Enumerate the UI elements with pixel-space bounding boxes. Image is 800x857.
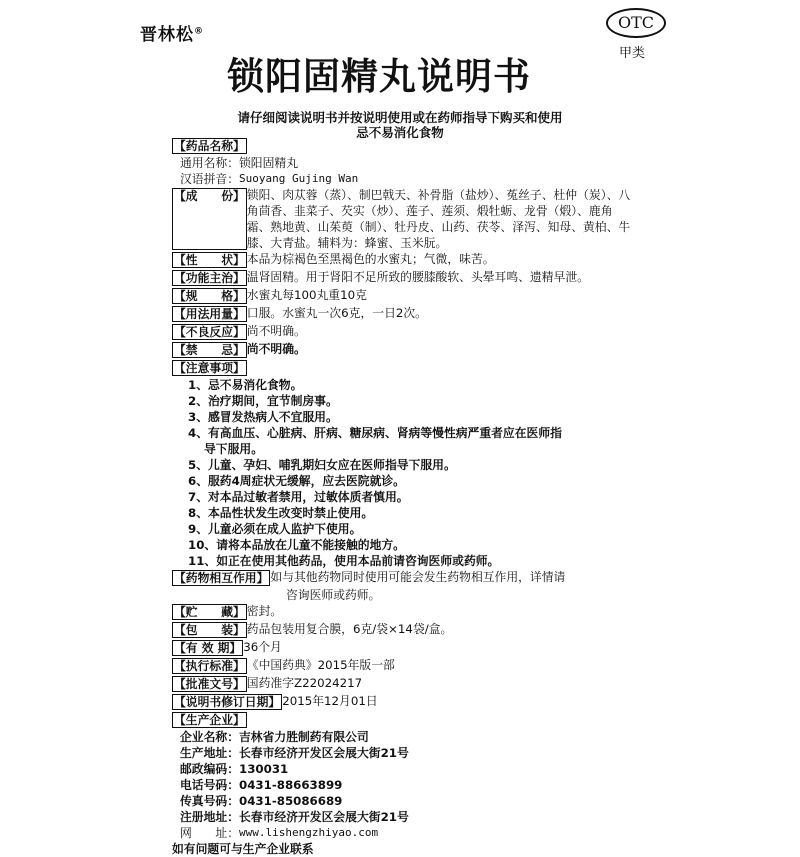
list-item: 6、服药4周症状无缓解，应去医院就诊。 [188,474,405,488]
diet-warning: 忌不易消化食物 [356,125,444,140]
pinyin-row: 汉语拼音： Suoyang Gujing Wan [180,172,359,186]
package-label: 【包 装】 [174,623,245,637]
fax-number: 0431-85086689 [239,794,343,808]
dosage-label: 【用法用量】 [174,307,245,321]
list-item: 4、有高血压、心脏病、肝病、糖尿病、肾病等慢性病严重者应在医师指 [188,426,562,440]
validity-value: 36个月 [243,640,282,654]
precautions-list [172,377,632,569]
sheet-body [172,137,632,857]
adverse-label: 【不良反应】 [174,325,245,339]
otc-badge: OTC [606,8,666,38]
page-title: 锁阳固精丸说明书 [227,55,531,98]
standard-label: 【执行标准】 [174,659,245,673]
precautions-label: 【注意事项】 [174,361,245,375]
registered-address: 长春市经济开发区会展大街21号 [239,810,409,824]
validity-label: 【有 效 期】 [174,641,242,655]
adverse-value: 尚不明确。 [246,324,306,338]
website: www.lishengzhiyao.com [239,826,379,839]
company-name: 吉林省力胜制药有限公司 [239,730,369,744]
contraindications-label: 【禁 忌】 [174,343,245,357]
interactions-value: 如与其他药物同时使用可能会发生药物相互作用，详情请 [270,570,566,584]
properties-label: 【性 状】 [174,253,245,267]
revision-value: 2015年12月01日 [282,694,378,708]
list-item: 3、感冒发热病人不宜服用。 [188,410,338,424]
specification-label: 【规 格】 [174,289,245,303]
usage-warning: 请仔细阅读说明书并按说明使用或在药师指导下购买和使用 [237,110,563,125]
indications-label: 【功能主治】 [174,271,245,285]
list-item: 2、治疗期间，宜节制房事。 [188,394,338,408]
generic-name: 锁阳固精丸 [239,156,298,170]
manufacturer-label: 【生产企业】 [174,713,245,727]
interactions-value-cont: 咨询医师或药师。 [286,588,381,602]
interactions-label: 【药物相互作用】 [174,571,269,585]
properties-value: 本品为棕褐色至黑褐色的水蜜丸；气微，味苦。 [246,252,495,266]
pinyin-name: Suoyang Gujing Wan [239,172,359,185]
list-item: 11、如正在使用其他药品，使用本品前请咨询医师或药师。 [188,554,500,568]
contact-note: 如有问题可与生产企业联系 [172,842,314,856]
otc-category: 甲类 [619,46,646,61]
package-value: 药品包装用复合膜，6克/袋×14袋/盒。 [246,622,453,636]
ingredients-label: 【成 份】 [172,188,247,250]
standard-value: 《中国药典》2015年版一部 [246,658,395,672]
list-item: 10、请将本品放在儿童不能接触的地方。 [188,538,405,552]
list-item: 5、儿童、孕妇、哺乳期妇女应在医师指导下服用。 [188,458,456,472]
approval-value: 国药准字Z22024217 [246,676,363,690]
storage-label: 【贮 藏】 [174,605,245,619]
postal-code: 130031 [239,762,289,776]
revision-label: 【说明书修订日期】 [174,695,281,709]
manufacturer-info: 企业名称： 吉林省力胜制药有限公司 生产地址： 长春市经济开发区会展大街21号 邮政编码： 130031 电话号码： 0431-88663899 传真号码： 0431-85086689 注册地址： 长春市经济开发区会展大街21号 网 址： www.lishengzhiyao.com [180,730,409,840]
production-address: 长春市经济开发区会展大街21号 [239,746,409,760]
list-item: 1、忌不易消化食物。 [188,378,303,392]
generic-name-row: 通用名称： 锁阳固精丸 [180,156,298,170]
approval-label: 【批准文号】 [174,677,245,691]
specification-value: 水蜜丸每100丸重10克 [246,288,367,302]
ingredients-value: 锁阳、肉苁蓉（蒸）、制巴戟天、补骨脂（盐炒）、菟丝子、杜仲（炭）、八角茴香、韭菜子、芡实（炒）、莲子、莲须、煅牡蛎、龙骨（煅）、鹿角霜、熟地黄、山茱萸（制）、牡丹皮、山药、茯苓、泽泻、知母、黄柏、牛膝、大青盐。辅料为：蜂蜜、玉米朊。 [246,188,631,250]
dosage-value: 口服。水蜜丸一次6克，一日2次。 [246,306,427,320]
brand-logo: 晋林松® [140,25,204,45]
list-item: 8、本品性状发生改变时禁止使用。 [188,506,374,520]
phone-number: 0431-88663899 [239,778,343,792]
storage-value: 密封。 [246,604,283,618]
list-item: 7、对本品过敏者禁用，过敏体质者慎用。 [188,490,409,504]
drug-name-label: 【药品名称】 [174,139,245,153]
indications-value: 温肾固精。用于肾阳不足所致的腰膝酸软、头晕耳鸣、遗精早泄。 [246,270,589,284]
list-item: 9、儿童必须在成人监护下使用。 [188,522,362,536]
list-item-continuation: 导下服用。 [204,442,263,456]
contraindications-value: 尚不明确。 [246,342,306,356]
